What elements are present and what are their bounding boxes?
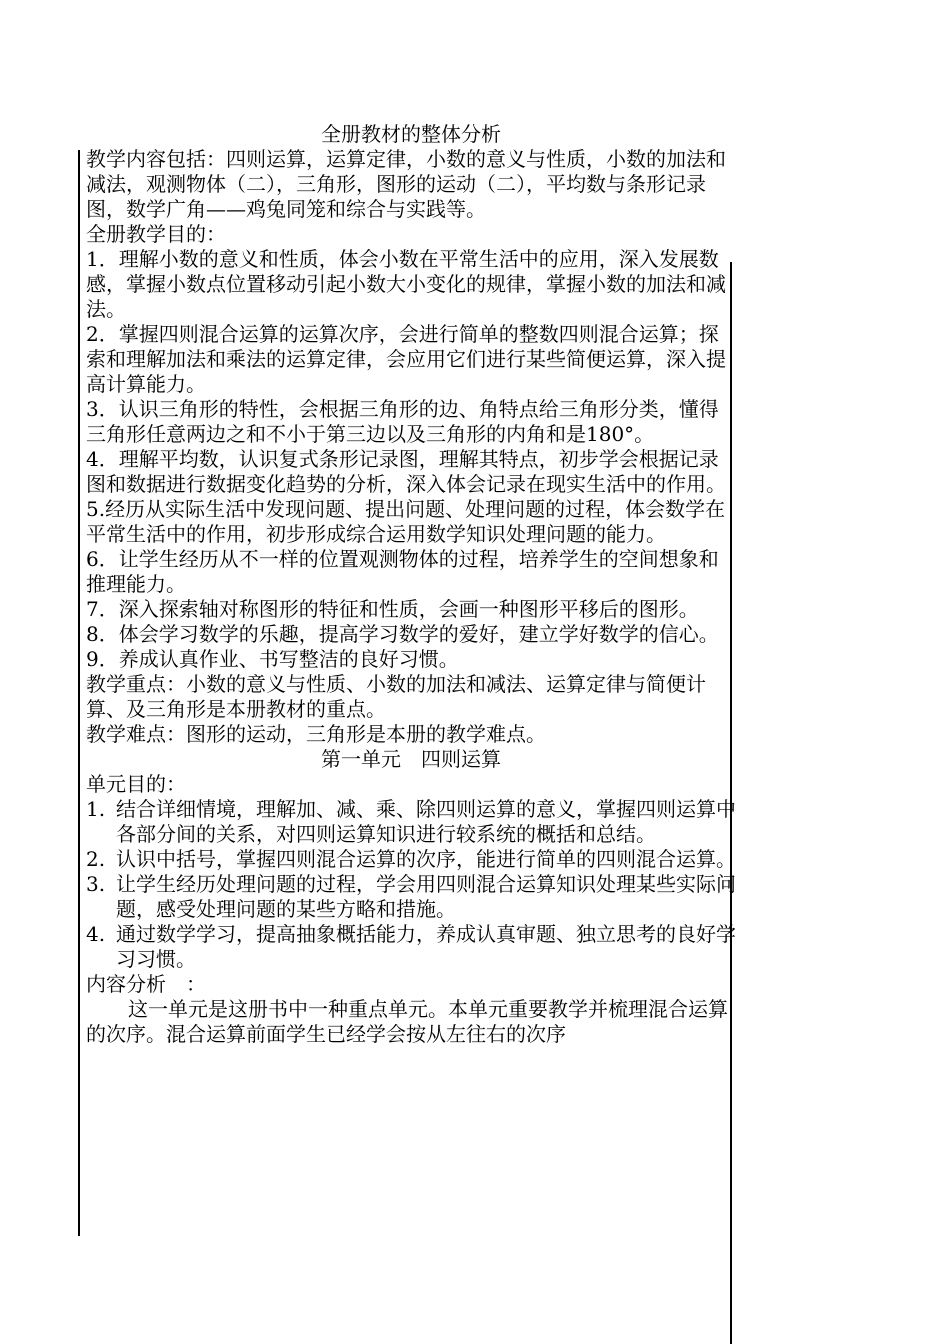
difficulties: 教学难点：图形的运动，三角形是本册的教学难点。 (86, 722, 546, 746)
analysis-heading: 内容分析 ： (86, 972, 206, 996)
goal-item: 8．体会学习数学的乐趣，提高学习数学的爱好，建立学好数学的信心。 (86, 622, 719, 646)
unit-goal-text: 结合详细情境，理解加、减、乘、除四则运算的意义，掌握四则运算中各部分间的关系，对四则运算知识进行较系统的概括和总结。 (116, 797, 736, 846)
document-title: 全册教材的整体分析 (321, 122, 501, 146)
analysis-text: 这一单元是这册书中一种重点单元。本单元重要教学并梳理混合运算的次序。混合运算前面学生已经学会按从左往右的次序 (86, 997, 728, 1046)
unit-goal-item (86, 847, 736, 872)
unit-goal-text: 通过数学学习，提高抽象概括能力，养成认真审题、独立思考的良好学习习惯。 (116, 922, 736, 971)
goal-item: 7．深入探索轴对称图形的特征和性质，会画一种图形平移后的图形。 (86, 597, 699, 621)
unit-goal-number: 1. (86, 797, 106, 821)
goal-item: 6．让学生经历从不一样的位置观测物体的过程，培养学生的空间想象和推理能力。 (86, 547, 719, 596)
unit-goal-number: 3. (86, 872, 106, 896)
goal-item: 5.经历从实际生活中发现问题、提出问题、处理问题的过程，体会数学在平常生活中的作用，初步形成综合运用数学知识处理问题的能力。 (86, 497, 726, 546)
goal-item: 9．养成认真作业、书写整洁的良好习惯。 (86, 647, 459, 671)
left-border-line (78, 150, 80, 1236)
goals-heading: 全册教学目的： (86, 222, 226, 246)
goal-item: 2．掌握四则混合运算的运算次序，会进行简单的整数四则混合运算；探索和理解加法和乘法的运算定律，会应用它们进行某些简便运算，深入提高计算能力。 (86, 322, 726, 396)
unit-goal-item (86, 922, 736, 972)
goal-item: 3．认识三角形的特性，会根据三角形的边、角特点给三角形分类，懂得三角形任意两边之和不小于第三边以及三角形的内角和是180°。 (86, 397, 719, 446)
unit-goal-item (86, 797, 736, 847)
goal-item: 4．理解平均数，认识复式条形记录图，理解其特点，初步学会根据记录图和数据进行数据变化趋势的分析，深入体会记录在现实生活中的作用。 (86, 447, 726, 496)
unit-goal-text: 认识中括号，掌握四则混合运算的次序，能进行简单的四则混合运算。 (116, 847, 736, 871)
unit-title: 第一单元 四则运算 (321, 747, 501, 771)
key-points: 教学重点：小数的意义与性质、小数的加法和减法、运算定律与简便计算、及三角形是本册教材的重点。 (86, 672, 706, 721)
content-intro: 教学内容包括：四则运算，运算定律，小数的意义与性质，小数的加法和减法，观测物体（二），三角形，图形的运动（二），平均数与条形记录图，数学广角——鸡兔同笼和综合与实践等。 (86, 147, 726, 221)
unit-goal-number: 2. (86, 847, 106, 871)
unit-goal-item (86, 872, 736, 922)
unit-goal-number: 4. (86, 922, 106, 946)
goal-item: 1．理解小数的意义和性质，体会小数在平常生活中的应用，深入发展数感，掌握小数点位置移动引起小数大小变化的规律，掌握小数的加法和减法。 (86, 247, 726, 321)
document-body (86, 122, 736, 1047)
unit-goals-heading: 单元目的： (86, 772, 186, 796)
unit-goal-text: 让学生经历处理问题的过程，学会用四则混合运算知识处理某些实际问题，感受处理问题的某些方略和措施。 (116, 872, 736, 921)
